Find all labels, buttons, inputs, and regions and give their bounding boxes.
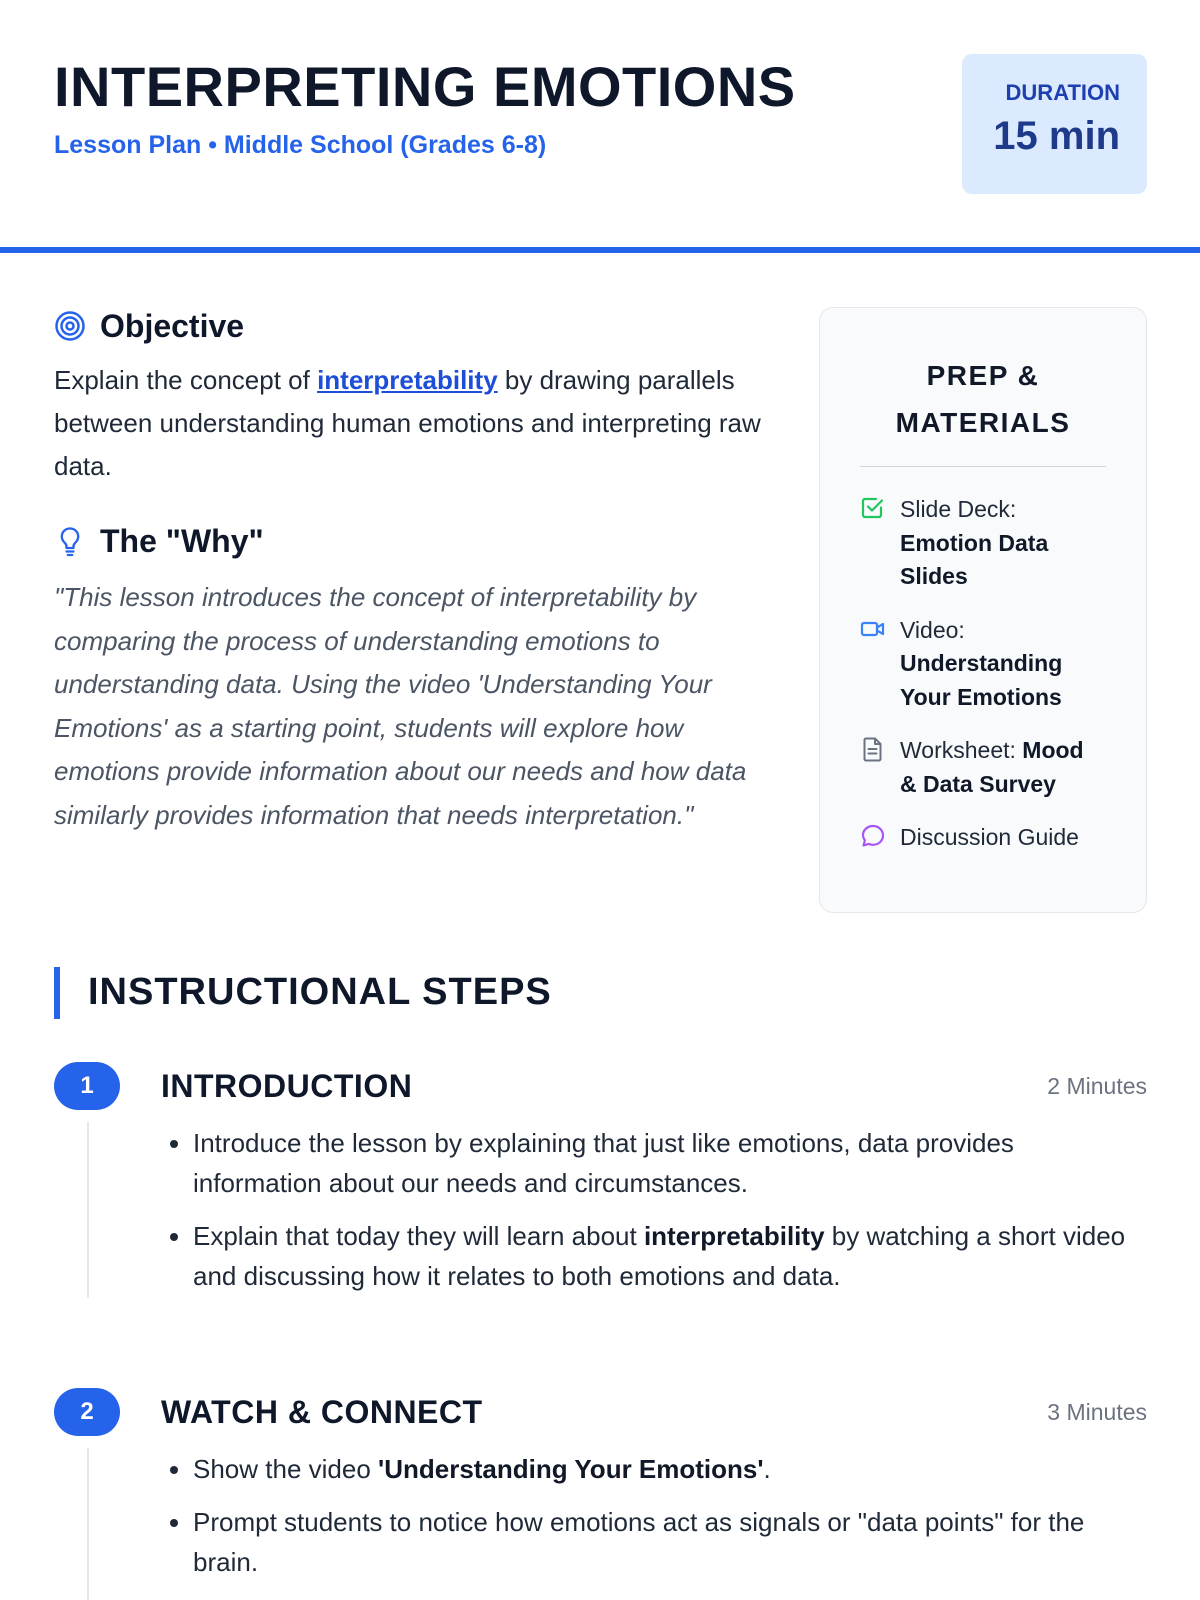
material-text — [900, 493, 1106, 594]
step-bullets — [193, 1123, 1143, 1309]
step-connector — [87, 1448, 89, 1600]
step-bullet — [193, 1502, 1143, 1582]
step-number-badge: 1 — [54, 1062, 120, 1110]
why-section — [54, 520, 774, 837]
bullet-text: Introduce the lesson by explaining that just like emotions, data provides information about our needs and circumstances. — [193, 1128, 1014, 1198]
step-bullet — [193, 1123, 1143, 1203]
lesson-header — [54, 0, 1147, 250]
step-duration: 3 Minutes — [1047, 1399, 1147, 1425]
material-slide-deck[interactable] — [860, 493, 1106, 594]
bullet-text-end: . — [763, 1454, 771, 1484]
material-label: Worksheet: — [900, 737, 1016, 763]
instructional-steps — [54, 965, 1147, 1577]
prep-materials-card — [819, 307, 1147, 913]
step-title: WATCH & CONNECT — [161, 1394, 483, 1430]
duration-value: 15 min — [993, 114, 1120, 158]
material-text — [900, 734, 1106, 801]
bullet-text: Explain that today they will learn about — [193, 1221, 644, 1251]
objective-text-end: by drawing parallels between understanding human emotions and interpreting raw data. — [54, 365, 761, 481]
header-divider — [0, 247, 1200, 253]
target-icon — [54, 310, 86, 342]
objective-text — [54, 359, 774, 488]
step-bullets — [193, 1449, 1143, 1595]
why-title: The "Why" — [100, 522, 264, 559]
material-value: Understanding Your Emotions — [900, 650, 1063, 710]
step-duration: 2 Minutes — [1047, 1073, 1147, 1099]
prep-divider — [860, 466, 1106, 467]
prep-title: PREP & MATERIALS — [895, 360, 1071, 438]
bullet-text: Prompt students to notice how emotions act as signals or "data points" for the brain. — [193, 1507, 1085, 1577]
step-2 — [54, 1388, 1147, 1600]
objective-text-start: Explain the concept of — [54, 365, 318, 395]
material-discussion-guide[interactable] — [860, 821, 1106, 855]
material-video[interactable] — [860, 614, 1106, 715]
steps-accent-bar — [54, 967, 60, 1019]
lesson-main — [54, 305, 774, 837]
material-text — [900, 614, 1106, 715]
why-text: "This lesson introduces the concept of interpretability by comparing the process of understanding emotions to understanding data. Using the video 'Understanding Your Emotions' as a starting point, students will explore how emotions provide information about our needs and how data similarly provides information that needs interpretation." — [54, 582, 747, 830]
duration-label: DURATION — [1005, 80, 1120, 105]
duration-badge — [962, 54, 1147, 194]
objective-title: Objective — [100, 307, 245, 344]
interpretability-link[interactable]: interpretability — [317, 365, 498, 395]
bullet-text-end: by watching a short video and discussing how it relates to both emotions and data. — [193, 1221, 1126, 1291]
material-value: Emotion Data Slides — [900, 529, 1049, 589]
objective-section — [54, 305, 774, 488]
step-number-badge: 2 — [54, 1388, 120, 1436]
step-connector — [87, 1122, 89, 1298]
step-1 — [54, 1062, 1147, 1312]
step-bullet — [193, 1216, 1143, 1296]
lightbulb-icon — [54, 525, 86, 557]
material-label: Slide Deck: — [900, 496, 1017, 522]
bullet-text: Show the video — [193, 1454, 379, 1484]
bullet-emphasis: 'Understanding Your Emotions' — [378, 1454, 764, 1484]
page-title: INTERPRETING EMOTIONS — [54, 55, 796, 118]
step-bullet — [193, 1449, 1143, 1489]
chat-bubble-icon — [860, 823, 886, 849]
material-value: Mood & Data Survey — [900, 737, 1084, 797]
video-camera-icon — [860, 616, 886, 642]
step-title: INTRODUCTION — [161, 1068, 413, 1104]
bullet-emphasis: interpretability — [643, 1221, 825, 1251]
material-text: Discussion Guide — [900, 824, 1079, 850]
material-label: Video: — [900, 616, 965, 643]
materials-list — [860, 493, 1106, 855]
checkbox-icon — [860, 495, 886, 521]
document-icon — [860, 736, 886, 762]
steps-heading — [54, 965, 1147, 1020]
page-subtitle: Lesson Plan • Middle School (Grades 6-8) — [54, 131, 547, 159]
material-worksheet[interactable] — [860, 734, 1106, 801]
steps-title: INSTRUCTIONAL STEPS — [88, 971, 552, 1013]
